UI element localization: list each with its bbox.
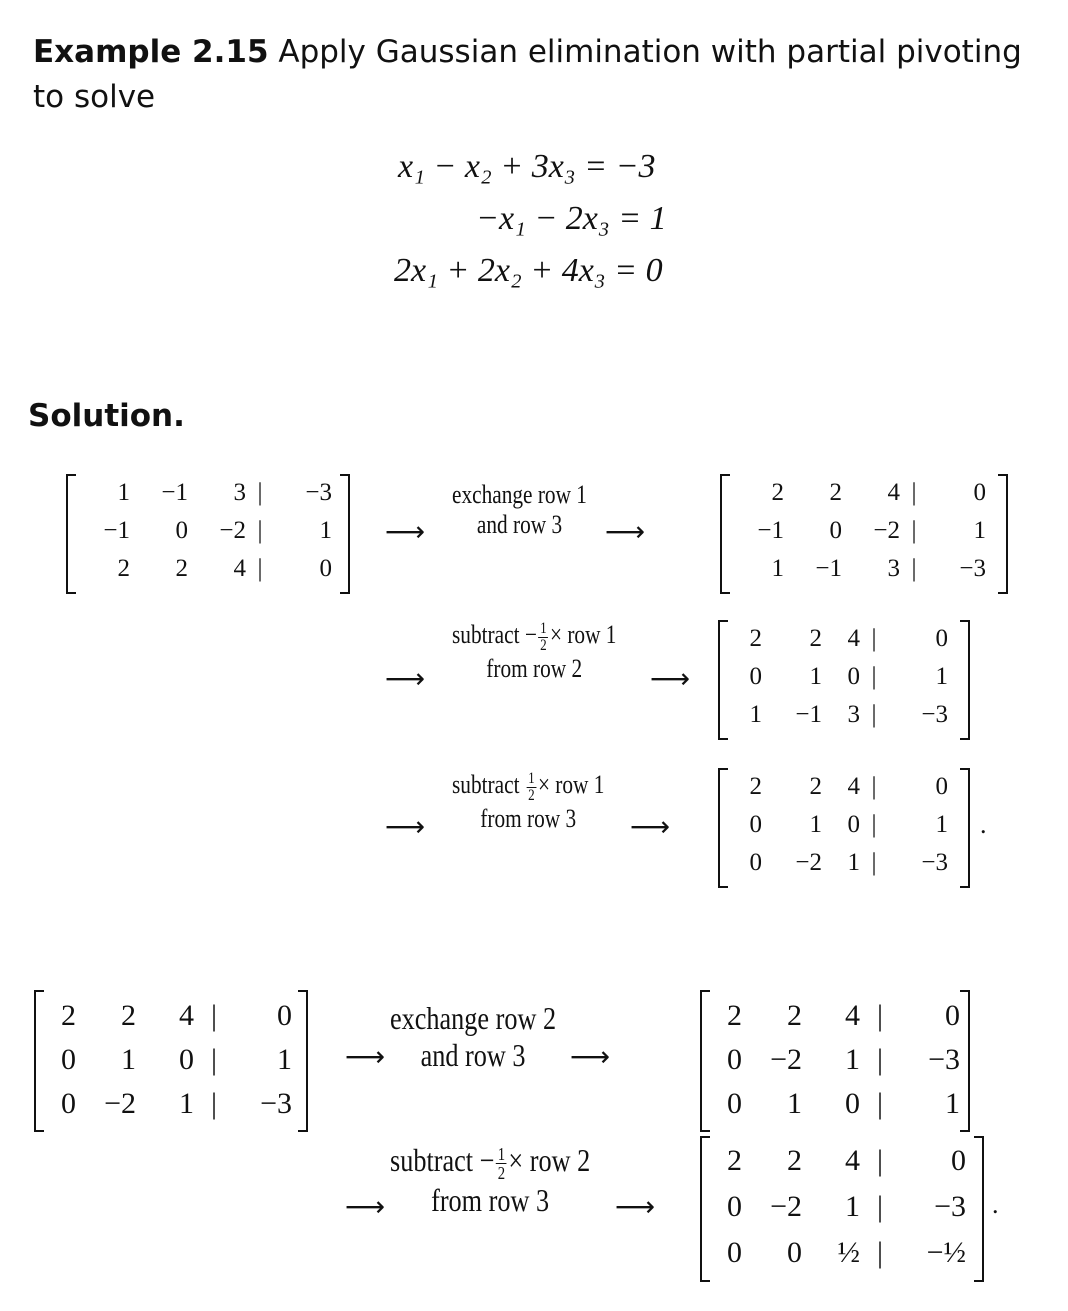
matrix-entry: 0 — [951, 1144, 966, 1177]
matrix-entry: 0 — [749, 811, 762, 838]
matrix-entry: | — [876, 999, 883, 1032]
equation-3: 2x₁ + 2x₂ + 4x₃ = 0 — [394, 252, 663, 289]
matrix-original — [72, 474, 332, 588]
matrix-entry: 0 — [945, 999, 960, 1032]
example-label: Example 2.15 — [33, 34, 269, 70]
matrix-entry: | — [911, 479, 917, 506]
matrix-entry: 1 — [809, 811, 822, 838]
matrix-entry: | — [210, 1043, 217, 1076]
matrix-entry: 0 — [935, 773, 948, 800]
matrix-entry: −2 — [219, 517, 246, 544]
arrow-icon: ⟶ — [385, 515, 426, 548]
matrix-entry: 1 — [847, 849, 860, 876]
matrix-entry: 2 — [787, 1144, 802, 1177]
matrix-entry: 3 — [887, 555, 900, 582]
matrix-entry: 2 — [749, 773, 762, 800]
matrix-entry: 1 — [319, 517, 332, 544]
matrix-entry: | — [257, 517, 263, 544]
right-bracket — [960, 620, 970, 740]
arrow-icon: ⟶ — [605, 515, 646, 548]
right-bracket — [960, 990, 970, 1132]
matrix-entry: | — [871, 701, 877, 728]
matrix-entry: −1 — [161, 479, 188, 506]
matrix-entry: 2 — [121, 999, 136, 1032]
matrix-entry: 2 — [117, 555, 130, 582]
matrix-entry: −1 — [103, 517, 130, 544]
arrow-icon: ⟶ — [385, 810, 426, 843]
matrix-entry: 1 — [845, 1043, 860, 1076]
matrix-entry: | — [876, 1043, 883, 1076]
matrix-entry: 0 — [61, 1087, 76, 1120]
matrix-entry: −2 — [104, 1087, 136, 1120]
matrix-entry: 0 — [847, 811, 860, 838]
right-bracket — [998, 474, 1008, 594]
matrix-final — [684, 1138, 966, 1276]
matrix-entry: −½ — [926, 1236, 966, 1269]
matrix-entry: −2 — [770, 1043, 802, 1076]
matrix-entry: | — [871, 663, 877, 690]
matrix-entry: 4 — [847, 625, 860, 652]
matrix-entry: 2 — [771, 479, 784, 506]
step-2-label: subtract − $\frac{1}{2}$ × row 1 from row 2 — [452, 619, 617, 683]
matrix-entry: −1 — [815, 555, 842, 582]
matrix-entry: | — [871, 625, 877, 652]
matrix-entry: 0 — [829, 517, 842, 544]
matrix-entry: 1 — [179, 1087, 194, 1120]
matrix-entry: | — [210, 999, 217, 1032]
matrix-entry: 2 — [727, 1144, 742, 1177]
matrix-entry: 1 — [787, 1087, 802, 1120]
matrix-entry: −3 — [959, 555, 986, 582]
matrix-entry: 1 — [117, 479, 130, 506]
example-text: Apply Gaussian elimination with partial pivoting to solve — [33, 34, 1022, 115]
matrix-entry: −3 — [934, 1190, 966, 1223]
period: . — [992, 1190, 999, 1219]
matrix-entry: −1 — [757, 517, 784, 544]
matrix-entry: | — [876, 1236, 883, 1269]
matrix-entry: | — [911, 517, 917, 544]
matrix-entry: 1 — [121, 1043, 136, 1076]
matrix-entry: 1 — [771, 555, 784, 582]
arrow-icon: ⟶ — [345, 1040, 386, 1073]
solution-label: Solution. — [28, 398, 185, 434]
matrix-entry: −1 — [795, 701, 822, 728]
matrix-step-3 — [706, 768, 948, 882]
arrow-icon: ⟶ — [630, 810, 671, 843]
step-3-label: subtract $\frac{1}{2}$ × row 1 from row 3 — [452, 769, 605, 833]
matrix-entry: 0 — [787, 1236, 802, 1269]
matrix-entry: −3 — [921, 701, 948, 728]
equation-1: x₁ − x₂ + 3x₃ = −3 — [398, 148, 656, 185]
matrix-entry: 4 — [179, 999, 194, 1032]
matrix-step-4 — [684, 994, 960, 1126]
right-bracket — [974, 1136, 984, 1282]
matrix-entry: 0 — [61, 1043, 76, 1076]
matrix-entry: 0 — [277, 999, 292, 1032]
matrix-entry: 2 — [175, 555, 188, 582]
matrix-entry: 4 — [847, 773, 860, 800]
matrix-entry: | — [876, 1144, 883, 1177]
right-bracket — [298, 990, 308, 1132]
right-bracket — [960, 768, 970, 888]
matrix-step-2 — [706, 620, 948, 734]
matrix-entry: −3 — [305, 479, 332, 506]
matrix-entry: 3 — [233, 479, 246, 506]
matrix-entry: 0 — [727, 1087, 742, 1120]
matrix-entry: 1 — [935, 811, 948, 838]
matrix-entry: 1 — [935, 663, 948, 690]
matrix-entry: | — [257, 479, 263, 506]
example-heading — [33, 30, 1033, 120]
matrix-entry: −2 — [795, 849, 822, 876]
matrix-entry: 1 — [973, 517, 986, 544]
matrix-entry: ½ — [837, 1236, 860, 1269]
matrix-entry: 0 — [727, 1043, 742, 1076]
matrix-entry: | — [876, 1087, 883, 1120]
matrix-entry: 0 — [847, 663, 860, 690]
matrix-entry: 4 — [233, 555, 246, 582]
matrix-entry: 0 — [319, 555, 332, 582]
matrix-entry: 2 — [61, 999, 76, 1032]
matrix-entry: 0 — [973, 479, 986, 506]
matrix-entry: 2 — [727, 999, 742, 1032]
matrix-entry: −2 — [770, 1190, 802, 1223]
matrix-entry: | — [871, 811, 877, 838]
matrix-entry: 4 — [845, 999, 860, 1032]
matrix-entry: −3 — [928, 1043, 960, 1076]
step-4-label: exchange row 2 and row 3 — [390, 1000, 557, 1073]
matrix-entry: | — [871, 773, 877, 800]
matrix-entry: 0 — [749, 663, 762, 690]
matrix-entry: 3 — [847, 701, 860, 728]
matrix-entry: | — [876, 1190, 883, 1223]
right-bracket — [340, 474, 350, 594]
matrix-entry: 2 — [749, 625, 762, 652]
matrix-entry: 2 — [829, 479, 842, 506]
matrix-entry: 0 — [727, 1190, 742, 1223]
matrix-entry: 1 — [845, 1190, 860, 1223]
matrix-entry: 1 — [277, 1043, 292, 1076]
period: . — [980, 810, 987, 839]
matrix-entry: 1 — [809, 663, 822, 690]
matrix-entry: | — [257, 555, 263, 582]
matrix-entry: 4 — [845, 1144, 860, 1177]
matrix-reduced — [18, 994, 292, 1126]
matrix-entry: 0 — [935, 625, 948, 652]
matrix-entry: 1 — [945, 1087, 960, 1120]
matrix-entry: 1 — [749, 701, 762, 728]
matrix-entry: 0 — [175, 517, 188, 544]
step-5-label: subtract − $\frac{1}{2}$ × row 2 from row 3 — [390, 1142, 591, 1219]
matrix-entry: 0 — [845, 1087, 860, 1120]
matrix-entry: 2 — [809, 773, 822, 800]
matrix-entry: 2 — [809, 625, 822, 652]
arrow-icon: ⟶ — [570, 1040, 611, 1073]
matrix-entry: 4 — [887, 479, 900, 506]
matrix-entry: −2 — [873, 517, 900, 544]
matrix-entry: −3 — [260, 1087, 292, 1120]
matrix-entry: 0 — [749, 849, 762, 876]
arrow-icon: ⟶ — [345, 1190, 386, 1223]
matrix-entry: 0 — [179, 1043, 194, 1076]
matrix-entry: −3 — [921, 849, 948, 876]
matrix-entry: 2 — [787, 999, 802, 1032]
matrix-entry: 0 — [727, 1236, 742, 1269]
step-1-label: exchange row 1 and row 3 — [452, 480, 587, 539]
matrix-step-1 — [726, 474, 986, 588]
arrow-icon: ⟶ — [385, 662, 426, 695]
matrix-entry: | — [210, 1087, 217, 1120]
matrix-entry: | — [871, 849, 877, 876]
matrix-entry: | — [911, 555, 917, 582]
equation-2: −x₁ − 2x₃ = 1 — [476, 200, 667, 237]
arrow-icon: ⟶ — [615, 1190, 656, 1223]
arrow-icon: ⟶ — [650, 662, 691, 695]
